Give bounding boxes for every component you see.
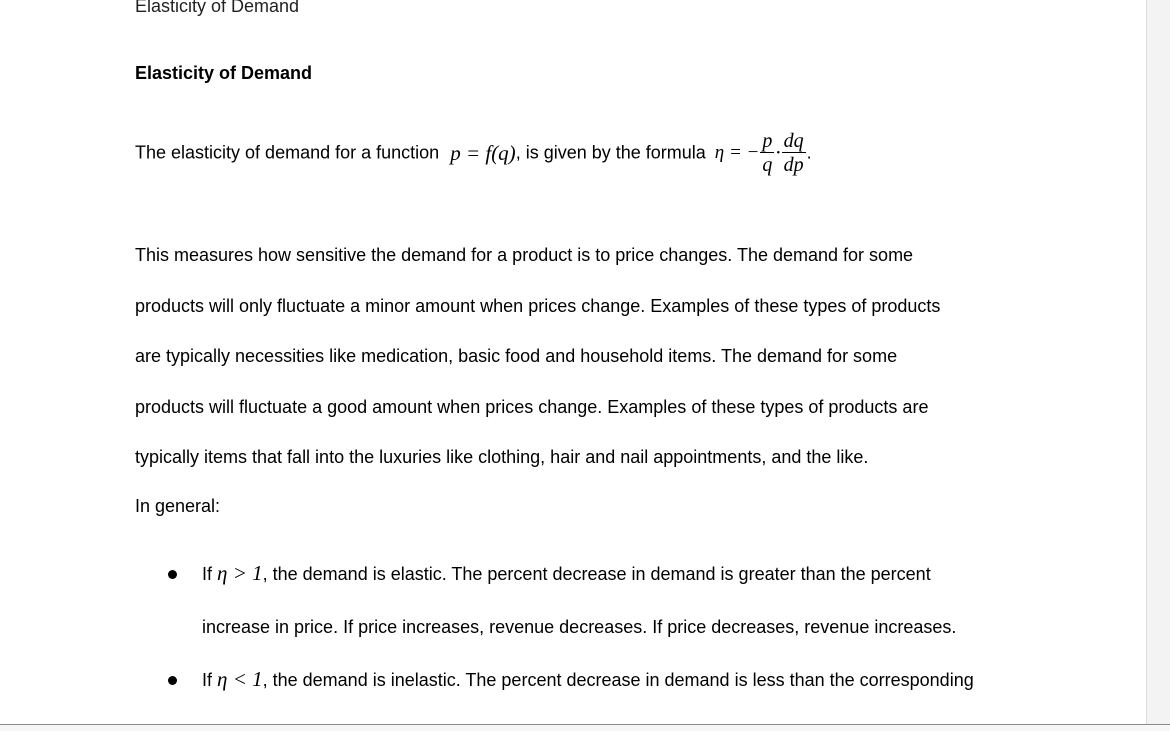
eta-lhs: η = − [714, 142, 760, 163]
formula-sentence [135, 131, 812, 187]
paragraph-line: This measures how sensitive the demand for a product is to price changes. The demand for some [135, 245, 914, 265]
bullet-dot [168, 676, 177, 685]
in-general-label: In general: [135, 496, 221, 516]
paragraph-line: are typically necessities like medication, basic food and household items. The demand for some [135, 346, 898, 366]
bullet-item-inelastic [202, 667, 974, 692]
bullet-text: , the demand is inelastic. The percent decrease in demand is less than the corresponding [262, 670, 974, 690]
running-head: Elasticity of Demand [135, 0, 300, 16]
dot-operator: · [775, 140, 781, 165]
formula-lead-text: The elasticity of demand for a function [135, 142, 440, 163]
bullet-dot [168, 570, 177, 579]
bullet-text: , the demand is elastic. The percent decrease in demand is greater than the percent [262, 564, 931, 584]
formula-mid-text: , is given by the formula [515, 142, 706, 163]
fraction-numerator: dq [783, 130, 804, 152]
fraction-denominator: dp [783, 154, 804, 176]
bullet-lead: If [202, 670, 213, 690]
section-heading: Elasticity of Demand [135, 63, 313, 83]
function-expression: p = f(q) [450, 140, 516, 165]
formula-end: . [806, 142, 812, 163]
paragraph-line: products will only fluctuate a minor amount when prices change. Examples of these types of products [135, 295, 941, 316]
paragraph-line: products will fluctuate a good amount when prices change. Examples of these types of products are [135, 396, 929, 417]
body-paragraph [135, 230, 940, 483]
bullet-continuation: increase in price. If price increases, revenue decreases. If price decreases, revenue increases. [202, 617, 957, 637]
vertical-scrollbar[interactable] [1146, 0, 1170, 724]
fraction-numerator: p [762, 130, 773, 152]
fraction-denominator: q [762, 154, 773, 176]
paragraph-line: typically items that fall into the luxuries like clothing, hair and nail appointments, and the like. [135, 447, 869, 467]
bottom-strip [0, 725, 1170, 731]
bullet-math: η < 1 [217, 667, 263, 691]
fraction-p-over-q [760, 131, 774, 175]
fraction-dq-over-dp [782, 131, 806, 175]
bullet-math: η > 1 [217, 561, 263, 585]
bullet-item-elastic [202, 561, 931, 586]
bullet-lead: If [202, 564, 213, 584]
